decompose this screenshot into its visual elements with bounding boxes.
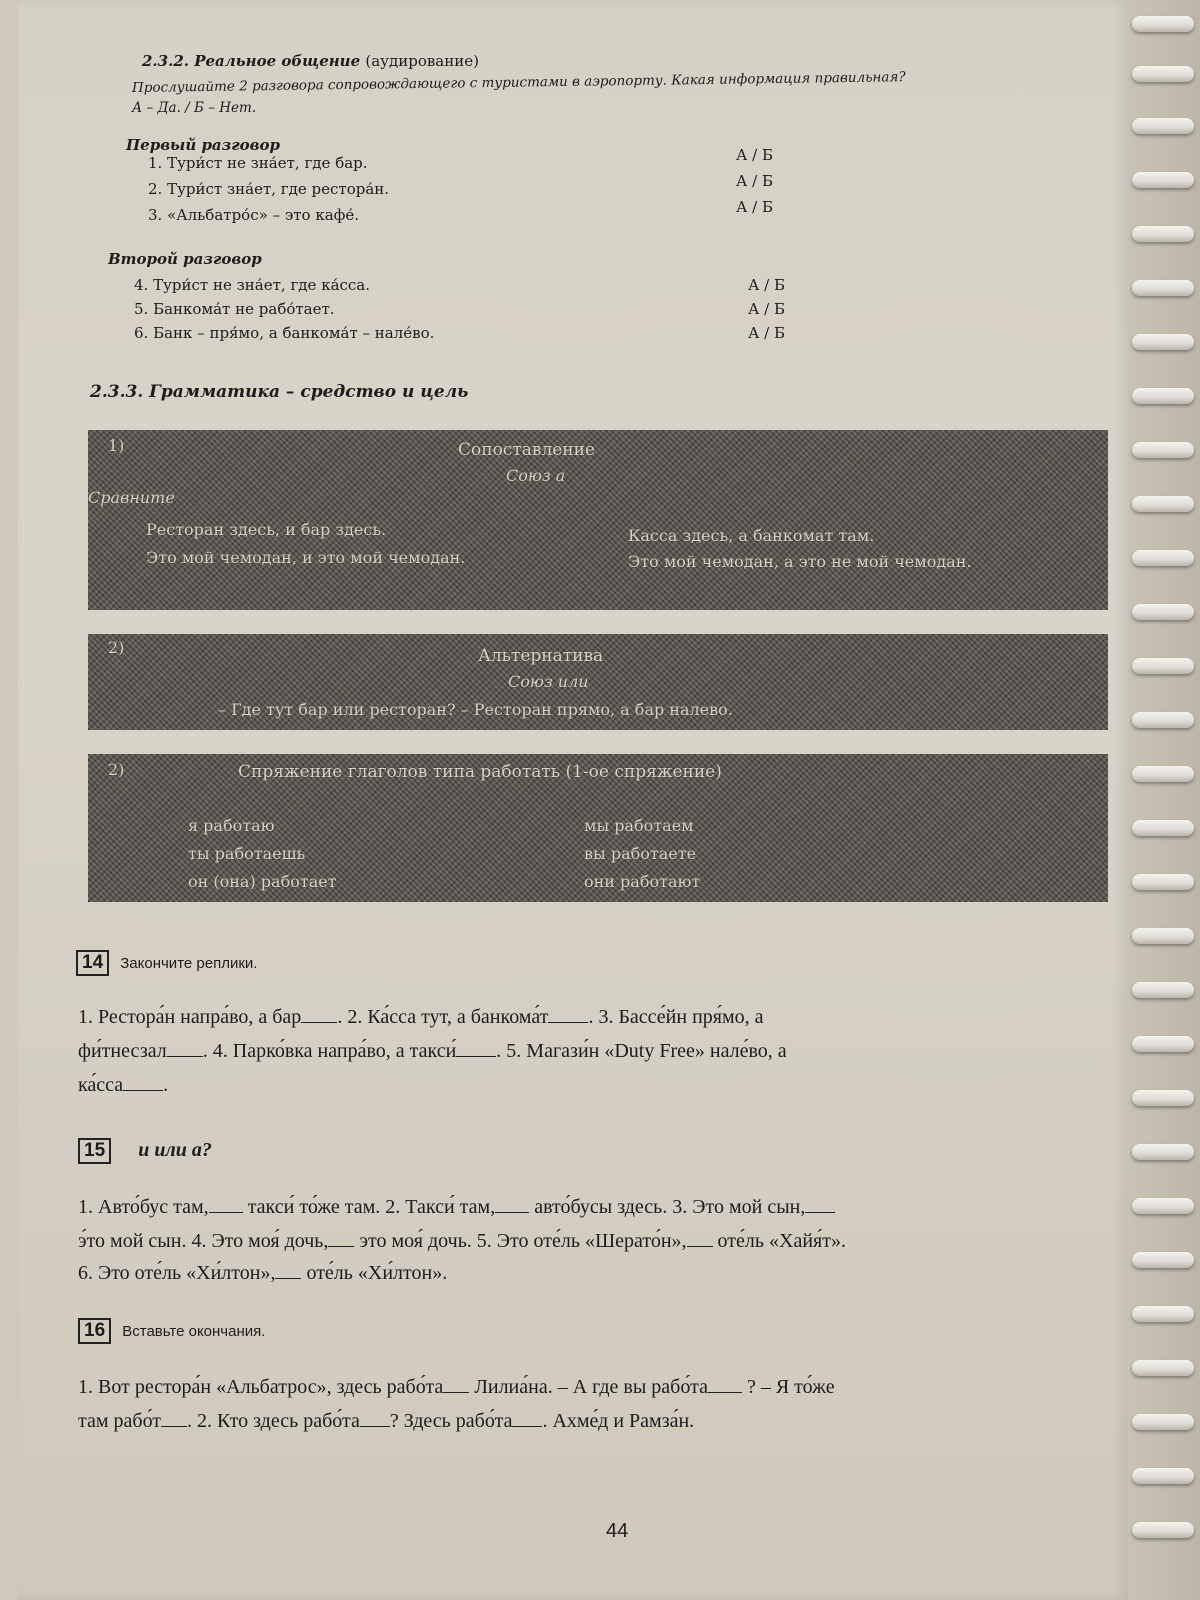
spiral-binding	[1128, 0, 1200, 1600]
binding-ring	[1132, 928, 1194, 944]
answer-blank[interactable]	[360, 1412, 390, 1427]
exercise-number: 16	[78, 1318, 111, 1344]
binding-ring	[1132, 280, 1194, 296]
conjugation-right-3: они работают	[584, 872, 701, 891]
box-title: Сопоставление	[458, 440, 596, 460]
answer-blank[interactable]	[301, 1008, 337, 1023]
section-heading	[142, 52, 479, 70]
box-example: – Где тут бар или ресторан? – Ресторан прямо, а бар налево.	[218, 700, 733, 719]
statement-4: 4. Тури́ст не зна́ет, где ка́сса.	[134, 276, 371, 294]
answer-blank[interactable]	[495, 1198, 529, 1213]
answer-blank[interactable]	[275, 1264, 301, 1279]
binding-ring	[1132, 442, 1194, 458]
statement-1: 1. Тури́ст не зна́ет, где бар.	[148, 154, 368, 172]
statement-2: 2. Тури́ст зна́ет, где рестора́н.	[148, 180, 390, 198]
conjugation-left-3: он (она) работает	[188, 872, 337, 891]
workbook-page	[18, 0, 1128, 1600]
binding-ring	[1132, 712, 1194, 728]
binding-ring	[1132, 1468, 1194, 1484]
conjugation-right-1: мы работаем	[584, 816, 694, 835]
grammar-box-comparison	[88, 430, 1108, 610]
exercise-16-line-1: 1. Вот рестора́н «Альбатрос», здесь рабо́та Лилиа́на. – А где вы рабо́та ? – Я то́же	[78, 1376, 835, 1398]
statement-6: 6. Банк – пря́мо, а банкома́т – нале́во.	[134, 324, 435, 342]
binding-ring	[1132, 1306, 1194, 1322]
heading-number: 2.3.2.	[142, 52, 189, 70]
box-label: Сравните	[88, 488, 175, 507]
binding-ring	[1132, 550, 1194, 566]
exercise-number: 14	[76, 950, 109, 976]
binding-ring	[1132, 1360, 1194, 1376]
binding-ring	[1132, 1252, 1194, 1268]
binding-ring	[1132, 16, 1194, 32]
binding-ring	[1132, 118, 1194, 134]
binding-ring	[1132, 226, 1194, 242]
exercise-16-header	[78, 1318, 265, 1344]
conversation-2-title: Второй разговор	[108, 250, 262, 268]
grammar-box-alternative	[88, 634, 1108, 730]
instruction-text: Прослушайте 2 разговора сопровождающего с туристами в аэропорту. Какая информация правильная?	[131, 69, 906, 96]
binding-ring	[1132, 1414, 1194, 1430]
answer-blank[interactable]	[443, 1378, 469, 1393]
choice-5[interactable]: А / Б	[748, 300, 785, 318]
binding-ring	[1132, 66, 1194, 82]
choice-4[interactable]: А / Б	[748, 276, 785, 294]
conversation-1-title: Первый разговор	[126, 136, 281, 154]
answer-blank[interactable]	[209, 1198, 243, 1213]
left-example-1: Ресторан здесь, и бар здесь.	[146, 520, 387, 539]
binding-ring	[1132, 820, 1194, 836]
heading-tail: (аудирование)	[365, 52, 479, 70]
right-example-2: Это мой чемодан, а это не мой чемодан.	[628, 552, 972, 571]
choice-1[interactable]: А / Б	[736, 146, 773, 164]
exercise-title: Закончите реплики.	[120, 955, 258, 972]
statement-5: 5. Банкома́т не рабо́тает.	[134, 300, 335, 318]
binding-ring	[1132, 172, 1194, 188]
exercise-15-line-2: э́то мой сын. 4. Это моя́ дочь, это моя́ дочь. 5. Это оте́ль «Шерато́н», оте́ль «Хайя́т».	[78, 1230, 846, 1252]
exercise-15-header	[78, 1138, 212, 1164]
answer-blank[interactable]	[123, 1076, 163, 1091]
box-title: Спряжение глаголов типа работать (1-ое спряжение)	[238, 762, 722, 782]
grammar-box-conjugation	[88, 754, 1108, 902]
binding-ring	[1132, 334, 1194, 350]
answer-blank[interactable]	[708, 1378, 742, 1393]
exercise-14-header	[76, 950, 257, 976]
binding-ring	[1132, 982, 1194, 998]
answer-legend: А – Да. / Б – Нет.	[132, 100, 257, 116]
exercise-14-line-1: 1. Рестора́н напра́во, а бар . 2. Ка́сса тут, а банкома́т . 3. Бассе́йн пря́мо, а	[78, 1006, 764, 1028]
choice-3[interactable]: А / Б	[736, 198, 773, 216]
box-number: 1)	[108, 436, 125, 455]
answer-blank[interactable]	[161, 1412, 187, 1427]
box-number: 2)	[108, 638, 125, 657]
binding-ring	[1132, 1144, 1194, 1160]
answer-blank[interactable]	[548, 1008, 588, 1023]
binding-ring	[1132, 388, 1194, 404]
exercise-14-line-2: фи́тнесзал . 4. Парко́вка напра́во, а такси́ . 5. Магази́н «Duty Free» нале́во, а	[78, 1040, 787, 1062]
statement-3: 3. «Альбатро́с» – это кафе́.	[148, 206, 360, 224]
exercise-15-line-1: 1. Авто́бус там, такси́ то́же там. 2. Такси́ там, авто́бусы здесь. 3. Это мой сын,	[78, 1196, 835, 1219]
exercise-14-line-3: ка́сса .	[78, 1074, 169, 1096]
answer-blank[interactable]	[805, 1198, 835, 1213]
exercise-15-line-3: 6. Это оте́ль «Хи́лтон», оте́ль «Хи́лтон».	[78, 1262, 448, 1284]
conjugation-left-1: я работаю	[188, 816, 275, 835]
binding-ring	[1132, 496, 1194, 512]
binding-ring	[1132, 1036, 1194, 1052]
exercise-number: 15	[78, 1138, 111, 1164]
binding-ring	[1132, 1090, 1194, 1106]
heading-italic: Реальное общение	[194, 52, 361, 70]
exercise-title: и или а?	[138, 1139, 212, 1161]
box-number: 2)	[108, 760, 125, 779]
answer-blank[interactable]	[456, 1042, 496, 1057]
box-subtitle: Союз или	[508, 672, 589, 691]
left-example-2: Это мой чемодан, и это мой чемодан.	[146, 548, 466, 567]
box-subtitle: Союз а	[506, 466, 566, 485]
conjugation-left-2: ты работаешь	[188, 844, 306, 863]
binding-ring	[1132, 1198, 1194, 1214]
choice-2[interactable]: А / Б	[736, 172, 773, 190]
answer-blank[interactable]	[687, 1232, 713, 1247]
binding-ring	[1132, 1522, 1194, 1538]
binding-ring	[1132, 658, 1194, 674]
binding-ring	[1132, 874, 1194, 890]
grammar-heading: 2.3.3. Грамматика – средство и цель	[90, 382, 469, 402]
answer-blank[interactable]	[328, 1232, 354, 1247]
conjugation-right-2: вы работаете	[584, 844, 697, 863]
box-title: Альтернатива	[478, 646, 604, 666]
choice-6[interactable]: А / Б	[748, 324, 785, 342]
answer-blank[interactable]	[167, 1042, 203, 1057]
binding-ring	[1132, 604, 1194, 620]
binding-ring	[1132, 766, 1194, 782]
exercise-title: Вставьте окончания.	[122, 1323, 266, 1340]
answer-blank[interactable]	[512, 1412, 542, 1427]
right-example-1: Касса здесь, а банкомат там.	[628, 526, 875, 545]
page-number: 44	[606, 1520, 629, 1542]
exercise-16-line-2: там рабо́т . 2. Кто здесь рабо́та ? Здесь рабо́та . Ахме́д и Рамза́н.	[78, 1410, 695, 1432]
